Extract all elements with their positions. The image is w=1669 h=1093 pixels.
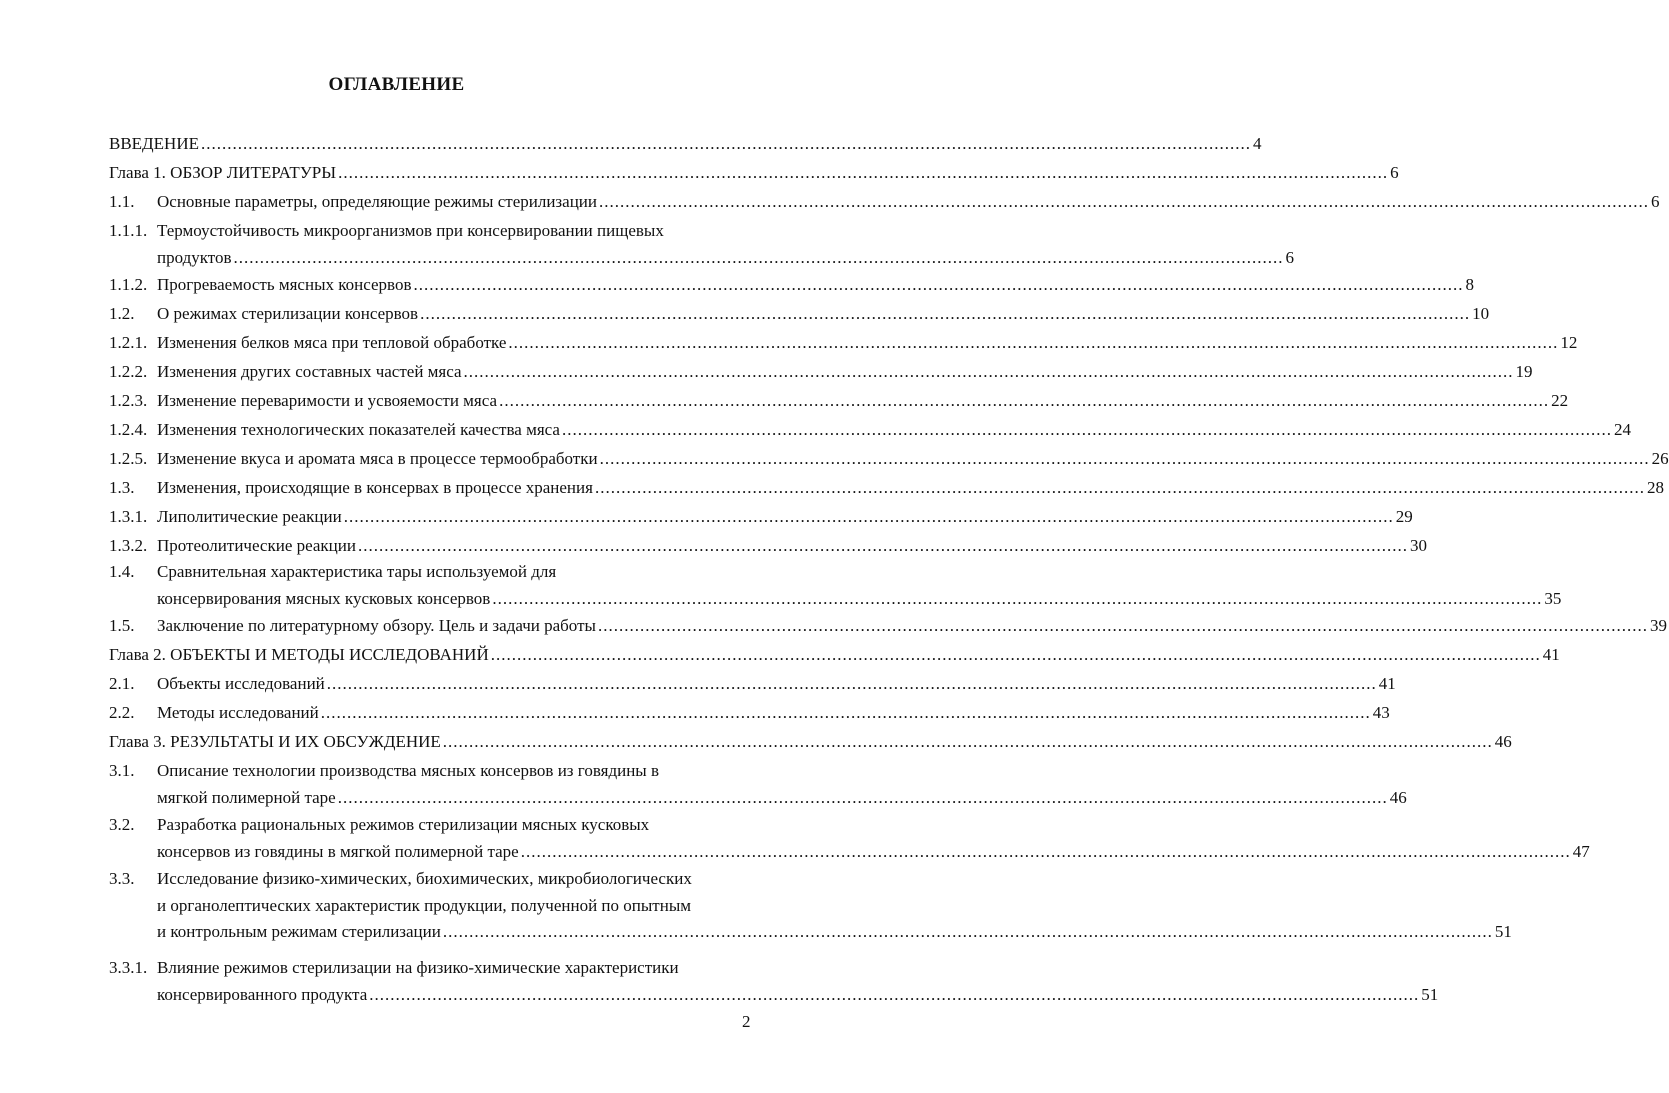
toc-entry-number: 3.3.1. (109, 958, 148, 977)
toc-entry-page: 19 (1515, 362, 1533, 381)
toc-leader-dots: ........................................................................................................................................................................................................ (492, 588, 1543, 608)
toc-entry-title: Изменения, происходящие в консервах в процессе хранения (157, 478, 593, 497)
toc-entry-number: 1.2.5. (109, 449, 148, 468)
toc-entry-number: 1.3.2. (109, 536, 148, 555)
toc-entry-page: 12 (1560, 333, 1578, 352)
toc-entry-title: Глава 2. ОБЪЕКТЫ И МЕТОДЫ ИССЛЕДОВАНИЙ (109, 645, 489, 664)
toc-entry-number: 1.3.1. (109, 507, 148, 526)
toc-leader-dots: ........................................................................................................................................................................................................ (343, 507, 1394, 526)
toc-entry-page: 8 (1465, 275, 1474, 294)
toc-entry-number: 1.5. (109, 616, 135, 635)
toc-entry-number: 3.2. (109, 815, 135, 834)
toc-entry-title: Разработка рациональных режимов стерилизации мясных кусковых (157, 815, 650, 834)
toc-entry-page: 6 (1650, 192, 1660, 211)
toc-entry-page: 28 (1646, 478, 1664, 497)
toc-entry-number: 3.1. (109, 761, 135, 780)
toc-leader-dots: ........................................................................................................................................................................................................ (326, 674, 1377, 693)
toc-entry-number: 2.1. (109, 674, 135, 693)
toc-leader-dots: ........................................................................................................................................................................................................ (490, 645, 1541, 664)
toc-entry-number: 1.1. (109, 192, 135, 211)
toc-entry-title: Методы исследований (157, 703, 319, 722)
toc-entry-page: 51 (1494, 922, 1512, 941)
toc-entry-title: Описание технологии производства мясных консервов из говядины в (157, 761, 659, 780)
toc-entry-title: консервированного продукта (157, 984, 368, 1004)
page-title: ОГЛАВЛЕНИЕ (328, 74, 465, 95)
toc-entry-page: 39 (1649, 616, 1667, 635)
toc-entry-title: Заключение по литературному обзору. Цель и задачи работы (157, 616, 596, 635)
toc-entry-page: 43 (1372, 703, 1390, 722)
toc-leader-dots: ........................................................................................................................................................................................................ (369, 984, 1420, 1004)
toc-leader-dots: ........................................................................................................................................................................................................ (463, 362, 1514, 381)
toc-leader-dots: ........................................................................................................................................................................................................ (442, 922, 1493, 941)
toc-entry-title: и органолептических характеристик продукции, полученной по опытным (157, 895, 691, 915)
toc-entry-number: 1.1.1. (109, 221, 148, 240)
toc-entry-number: 1.3. (109, 478, 135, 497)
toc-leader-dots: ........................................................................................................................................................................................................ (357, 536, 1408, 555)
toc-entry-title: Объекты исследований (157, 674, 325, 693)
toc-leader-dots: ........................................................................................................................................................................................................ (561, 420, 1612, 439)
toc-leader-dots: ........................................................................................................................................................................................................ (200, 134, 1251, 153)
toc-entry-number: 2.2. (109, 703, 135, 722)
toc-entry-page: 46 (1494, 732, 1512, 751)
toc-entry-title: Изменения белков мяса при тепловой обработке (157, 333, 507, 352)
toc-entry-title: Липолитические реакции (157, 507, 342, 526)
toc-entry-number: 1.2.1. (109, 333, 148, 352)
toc-entry-title: Глава 3. РЕЗУЛЬТАТЫ И ИХ ОБСУЖДЕНИЕ (109, 732, 441, 751)
toc-entry-title: продуктов (157, 247, 232, 267)
toc-entry-title: ВВЕДЕНИЕ (109, 134, 199, 153)
toc-leader-dots: ........................................................................................................................................................................................................ (337, 787, 1388, 807)
toc-entry-page: 29 (1395, 507, 1413, 526)
toc-entry-title: Сравнительная характеристика тары используемой для (157, 562, 557, 581)
toc-entry-title: консервирования мясных кусковых консервов (157, 588, 491, 608)
toc-leader-dots: ........................................................................................................................................................................................................ (594, 478, 1645, 497)
toc-entry-page: 30 (1409, 536, 1427, 555)
toc-entry-number: 1.2.4. (109, 420, 148, 439)
toc-entry-number: 1.2.3. (109, 391, 148, 410)
toc-entry-title: Изменения других составных частей мяса (157, 362, 462, 381)
toc-entry-title: консервов из говядины в мягкой полимерной таре (157, 841, 519, 861)
toc-entry-number: 1.1.2. (109, 275, 148, 294)
toc-leader-dots: ........................................................................................................................................................................................................ (499, 391, 1550, 410)
toc-leader-dots: ........................................................................................................................................................................................................ (599, 449, 1650, 468)
toc-entry-page: 47 (1572, 841, 1590, 861)
toc-entry-page: 4 (1252, 134, 1262, 153)
toc-leader-dots: ........................................................................................................................................................................................................ (233, 247, 1284, 267)
toc-leader-dots: ........................................................................................................................................................................................................ (442, 732, 1493, 751)
toc-leader-dots: ........................................................................................................................................................................................................ (520, 841, 1571, 861)
toc-leader-dots: ........................................................................................................................................................................................................ (598, 192, 1649, 211)
toc-entry-title: Изменения технологических показателей качества мяса (157, 420, 560, 439)
toc-entry-page: 6 (1285, 247, 1295, 267)
toc-entry-title: Прогреваемость мясных консервов (157, 275, 412, 294)
toc-entry-number: 3.3. (109, 869, 135, 888)
toc-leader-dots: ........................................................................................................................................................................................................ (508, 333, 1559, 352)
toc-entry-page: 51 (1421, 984, 1439, 1004)
toc-leader-dots: ........................................................................................................................................................................................................ (338, 163, 1389, 182)
toc-leader-dots: ........................................................................................................................................................................................................ (420, 304, 1471, 323)
toc-entry-page: 46 (1389, 787, 1407, 807)
toc-entry-page: 35 (1544, 588, 1562, 608)
toc-leader-dots: ........................................................................................................................................................................................................ (597, 616, 1648, 635)
toc-entry-title: мягкой полимерной таре (157, 787, 336, 807)
toc-entry-title: Глава 1. ОБЗОР ЛИТЕРАТУРЫ (109, 163, 337, 182)
toc-leader-dots: ........................................................................................................................................................................................................ (413, 275, 1464, 294)
toc-entry-title: Изменение переваримости и усвояемости мяса (157, 391, 498, 410)
toc-entry-page: 41 (1542, 645, 1560, 664)
toc-entry-title: О режимах стерилизации консервов (157, 304, 419, 323)
toc-entry-page: 10 (1472, 304, 1490, 323)
toc-leader-dots: ........................................................................................................................................................................................................ (320, 703, 1371, 722)
toc-entry-page: 26 (1651, 449, 1669, 468)
toc-entry-page: 6 (1390, 163, 1399, 182)
toc-entry-page: 41 (1378, 674, 1396, 693)
toc-entry-title: Протеолитические реакции (157, 536, 356, 555)
toc-entry-title: Исследование физико-химических, биохимических, микробиологических (157, 869, 692, 888)
toc-entry-title: и контрольным режимам стерилизации (157, 922, 441, 941)
toc-entry-page: 24 (1613, 420, 1631, 439)
toc-entry-title: Основные параметры, определяющие режимы стерилизации (157, 192, 597, 211)
toc-entry-number: 1.2. (109, 304, 135, 323)
toc-entry-number: 1.2.2. (109, 362, 148, 381)
toc-entry-page: 22 (1551, 391, 1569, 410)
toc-entry-title: Изменение вкуса и аромата мяса в процессе термообработки (157, 449, 598, 468)
toc-entry-title: Термоустойчивость микроорганизмов при консервировании пищевых (157, 221, 664, 240)
page-number: 2 (742, 1012, 751, 1031)
toc-entry-title: Влияние режимов стерилизации на физико-химические характеристики (157, 958, 679, 977)
toc-entry-number: 1.4. (109, 562, 135, 581)
